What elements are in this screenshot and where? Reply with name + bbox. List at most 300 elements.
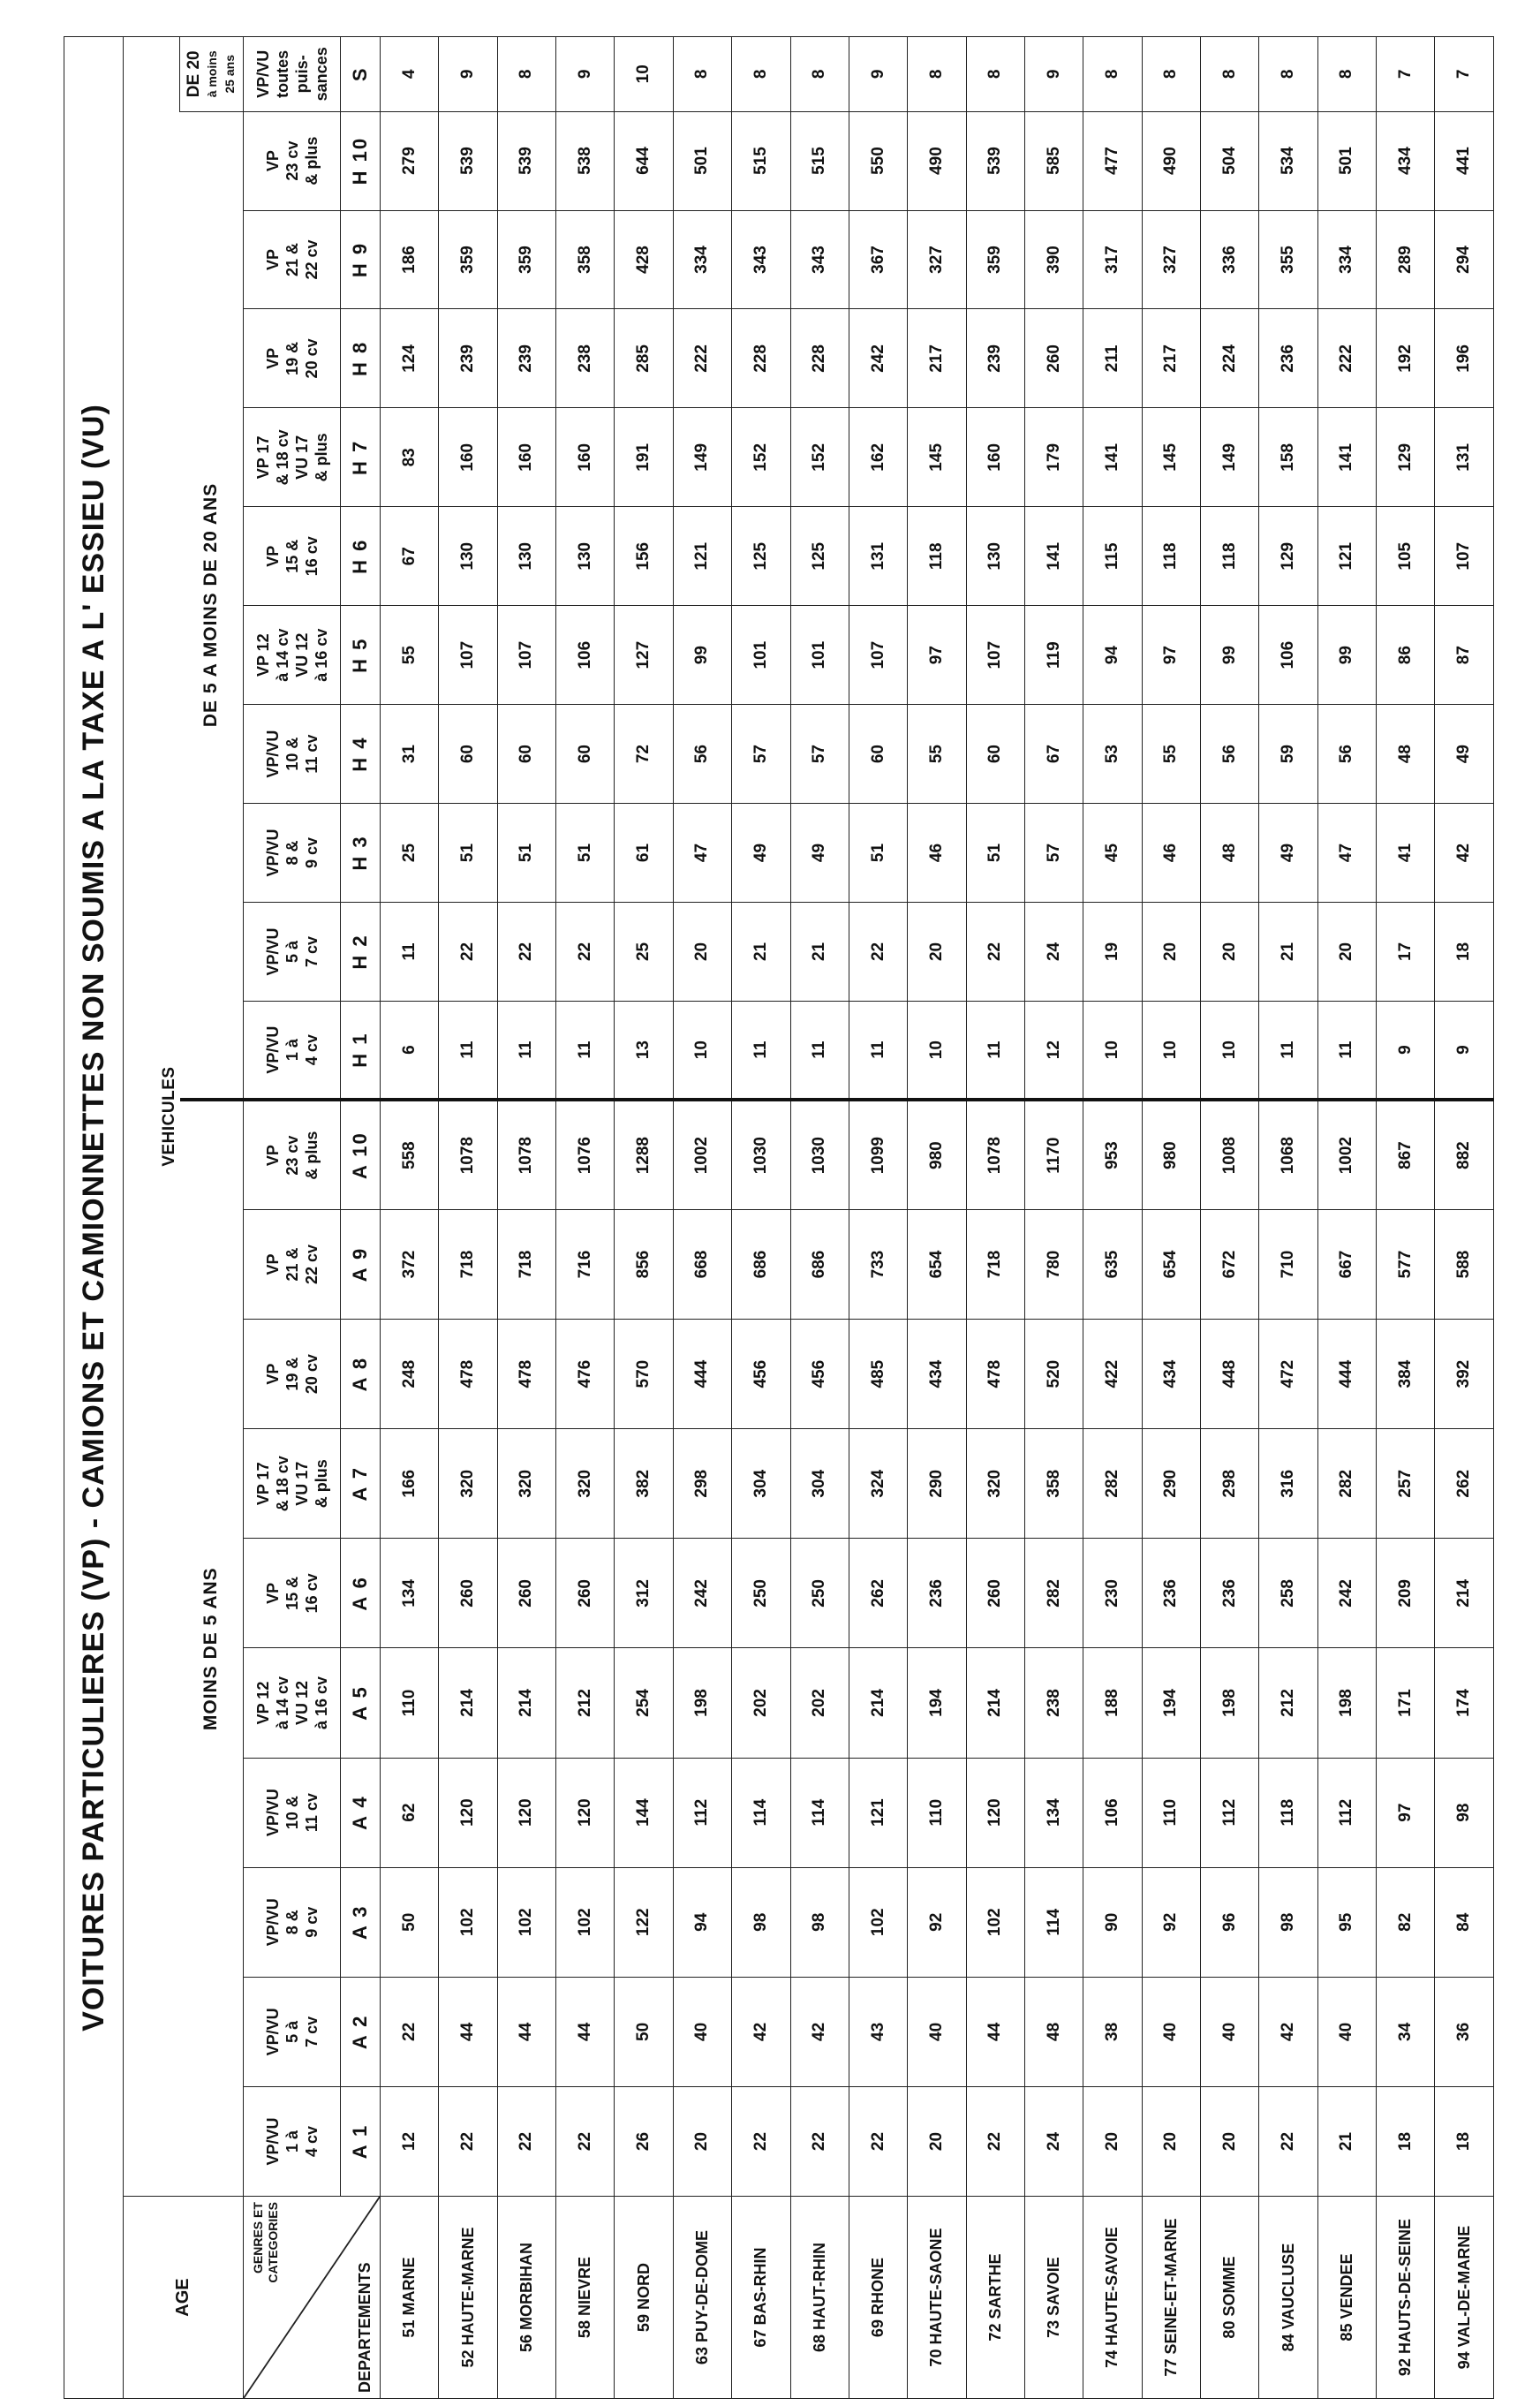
value-h1: 11 [790,1001,849,1100]
table-row [381,37,439,2399]
value-h4: 67 [1024,705,1083,804]
value-a1: 22 [1259,2086,1317,2196]
value-a10: 1099 [849,1100,907,1209]
value-h4: 56 [1317,705,1376,804]
value-a3: 102 [439,1867,497,1977]
value-a7: 290 [908,1429,966,1539]
value-a8: 478 [497,1320,555,1429]
category-line: & 18 cv [273,429,291,486]
value-h3: 51 [556,804,615,903]
department-name: 73 SAVOIE [1024,2197,1083,2399]
category-line: VP/VU [263,730,282,778]
value-a6: 250 [790,1539,849,1648]
category-line: sances [312,47,330,102]
value-h5: 107 [849,606,907,705]
code-a3: A 3 [341,1867,381,1977]
value-h4: 59 [1259,705,1317,804]
value-h10: 490 [1142,111,1200,210]
value-a8: 422 [1083,1320,1142,1429]
value-h7: 152 [732,408,790,507]
value-a6: 260 [556,1539,615,1648]
value-a6: 312 [615,1539,673,1648]
value-s: 8 [1142,37,1200,112]
value-a5: 214 [966,1648,1024,1758]
value-a8: 456 [732,1320,790,1429]
value-h8: 285 [615,309,673,408]
value-a2: 44 [497,1977,555,2086]
category-line: 11 cv [302,1793,321,1833]
value-h6: 118 [1142,507,1200,606]
value-h1: 11 [966,1001,1024,1100]
value-a1: 20 [1083,2086,1142,2196]
value-a5: 198 [1201,1648,1259,1758]
value-a5: 110 [381,1648,439,1758]
category-line: 1 à [283,2130,301,2153]
department-name: 52 HAUTE-MARNE [439,2197,497,2399]
value-a5: 238 [1024,1648,1083,1758]
value-a1: 20 [1201,2086,1259,2196]
value-h5: 86 [1377,606,1435,705]
value-a6: 209 [1377,1539,1435,1648]
value-a4: 118 [1259,1758,1317,1867]
code-h4: H 4 [341,705,381,804]
value-h5: 99 [673,606,731,705]
value-h1: 11 [732,1001,790,1100]
value-h10: 501 [673,111,731,210]
category-line: 15 & [283,1576,301,1610]
value-h7: 129 [1377,408,1435,507]
value-h2: 17 [1377,902,1435,1001]
value-h8: 192 [1377,309,1435,408]
category-h9 [244,210,341,309]
value-h3: 61 [615,804,673,903]
department-name: 84 VAUCLUSE [1259,2197,1317,2399]
value-a3: 95 [1317,1867,1376,1977]
value-a5: 198 [1317,1648,1376,1758]
value-a3: 90 [1083,1867,1142,1977]
category-line: VP [263,347,282,369]
value-a9: 667 [1317,1209,1376,1319]
value-h10: 539 [497,111,555,210]
value-a6: 214 [1435,1539,1494,1648]
value-a7: 257 [1377,1429,1435,1539]
value-a10: 980 [908,1100,966,1209]
value-a8: 478 [439,1320,497,1429]
value-a6: 260 [497,1539,555,1648]
value-s: 9 [439,37,497,112]
value-h2: 21 [732,902,790,1001]
value-h1: 11 [439,1001,497,1100]
value-h8: 211 [1083,309,1142,408]
value-a6: 236 [908,1539,966,1648]
value-h3: 51 [849,804,907,903]
value-h1: 10 [673,1001,731,1100]
value-h4: 57 [732,705,790,804]
value-a1: 20 [908,2086,966,2196]
departements-label: DEPARTEMENTS [356,2262,374,2393]
value-h10: 501 [1317,111,1376,210]
category-line: VU 12 [292,632,311,677]
value-a6: 258 [1259,1539,1317,1648]
value-a9: 718 [439,1209,497,1319]
value-h8: 238 [556,309,615,408]
value-a5: 214 [497,1648,555,1758]
value-h9: 294 [1435,210,1494,309]
category-line: & plus [312,1459,330,1509]
value-h3: 42 [1435,804,1494,903]
table-row [790,37,849,2399]
value-s: 4 [381,37,439,112]
value-a10: 1170 [1024,1100,1083,1209]
value-h6: 121 [673,507,731,606]
code-a6: A 6 [341,1539,381,1648]
value-a4: 121 [849,1758,907,1867]
value-h10: 644 [615,111,673,210]
value-h9: 367 [849,210,907,309]
table-row [1201,37,1259,2399]
value-a9: 686 [790,1209,849,1319]
value-s: 7 [1435,37,1494,112]
value-a5: 202 [790,1648,849,1758]
value-a8: 434 [1142,1320,1200,1429]
value-a6: 236 [1201,1539,1259,1648]
value-a8: 384 [1377,1320,1435,1429]
value-a8: 476 [556,1320,615,1429]
value-h10: 550 [849,111,907,210]
value-a4: 114 [732,1758,790,1867]
value-h2: 21 [790,902,849,1001]
value-h9: 334 [673,210,731,309]
value-a4: 114 [790,1758,849,1867]
value-h8: 239 [497,309,555,408]
value-a8: 392 [1435,1320,1494,1429]
table-row [556,37,615,2399]
value-h10: 504 [1201,111,1259,210]
value-a9: 672 [1201,1209,1259,1319]
value-h1: 11 [1259,1001,1317,1100]
value-h3: 46 [908,804,966,903]
category-line: VP [263,1145,282,1167]
code-a10: A 10 [341,1100,381,1209]
category-line: VP/VU [263,1025,282,1074]
value-h10: 539 [966,111,1024,210]
value-a8: 478 [966,1320,1024,1429]
corner-diagonal-cell [244,2197,381,2399]
value-h6: 131 [849,507,907,606]
value-h9: 186 [381,210,439,309]
group-5-a-20-ans: DE 5 A MOINS DE 20 ANS [180,111,244,1100]
category-line: 20 cv [302,338,321,379]
value-h4: 60 [497,705,555,804]
value-h6: 105 [1377,507,1435,606]
code-h8: H 8 [341,309,381,408]
value-a10: 980 [1142,1100,1200,1209]
code-a5: A 5 [341,1648,381,1758]
tax-table [64,36,1494,2399]
value-a5: 188 [1083,1648,1142,1758]
value-h7: 160 [966,408,1024,507]
value-a10: 1002 [1317,1100,1376,1209]
value-a10: 1068 [1259,1100,1317,1209]
category-a1 [244,2086,341,2196]
value-h8: 224 [1201,309,1259,408]
value-a1: 12 [381,2086,439,2196]
table-row [908,37,966,2399]
value-h10: 539 [439,111,497,210]
code-h2: H 2 [341,902,381,1001]
category-line: VP/VU [253,49,272,98]
value-a10: 1078 [966,1100,1024,1209]
value-a5: 174 [1435,1648,1494,1758]
value-h10: 477 [1083,111,1142,210]
value-a9: 654 [908,1209,966,1319]
value-a3: 98 [1259,1867,1317,1977]
value-a1: 22 [966,2086,1024,2196]
value-h3: 49 [790,804,849,903]
value-h2: 24 [1024,902,1083,1001]
value-h3: 48 [1201,804,1259,903]
value-h6: 125 [732,507,790,606]
value-h9: 359 [497,210,555,309]
value-h2: 22 [849,902,907,1001]
value-s: 8 [908,37,966,112]
value-h3: 51 [966,804,1024,903]
value-h8: 222 [1317,309,1376,408]
category-h5 [244,606,341,705]
value-h3: 51 [497,804,555,903]
value-h9: 355 [1259,210,1317,309]
department-name: 74 HAUTE-SAVOIE [1083,2197,1142,2399]
value-a7: 262 [1435,1429,1494,1539]
value-h9: 336 [1201,210,1259,309]
value-h9: 327 [1142,210,1200,309]
category-h10 [244,111,341,210]
category-line: 22 cv [302,239,321,280]
rotated-tax-table [64,36,1494,2399]
value-h1: 9 [1435,1001,1494,1100]
value-a2: 40 [1317,1977,1376,2086]
code-a9: A 9 [341,1209,381,1319]
value-a7: 298 [1201,1429,1259,1539]
department-name: 51 MARNE [381,2197,439,2399]
value-a2: 40 [1142,1977,1200,2086]
value-h3: 45 [1083,804,1142,903]
category-line: VP [263,150,282,172]
value-h7: 141 [1317,408,1376,507]
code-s: S [341,37,381,112]
value-a8: 434 [908,1320,966,1429]
category-line: & 18 cv [273,1456,291,1512]
category-line: 21 & [283,242,301,277]
value-h1: 6 [381,1001,439,1100]
value-h8: 222 [673,309,731,408]
department-name: 58 NIEVRE [556,2197,615,2399]
value-s: 8 [1259,37,1317,112]
value-h2: 22 [497,902,555,1001]
value-a5: 198 [673,1648,731,1758]
value-h8: 124 [381,309,439,408]
value-a3: 102 [849,1867,907,1977]
value-h7: 149 [673,408,731,507]
table-title: VOITURES PARTICULIERES (VP) - CAMIONS ET CAMIONNETTES NON SOUMIS A LA TAXE A L' ESSIEU (VU) [64,37,124,2399]
value-h3: 41 [1377,804,1435,903]
value-a5: 194 [908,1648,966,1758]
age-label: AGE [124,2197,244,2399]
category-line: VU 17 [292,435,311,480]
value-s: 8 [790,37,849,112]
value-a2: 50 [615,1977,673,2086]
value-a9: 718 [966,1209,1024,1319]
category-a6 [244,1539,341,1648]
category-a10 [244,1100,341,1209]
value-a7: 282 [1083,1429,1142,1539]
code-a7: A 7 [341,1429,381,1539]
category-line: VU 17 [292,1461,311,1506]
category-line: 23 cv [283,1135,301,1176]
value-a5: 254 [615,1648,673,1758]
value-h8: 239 [966,309,1024,408]
value-a1: 22 [790,2086,849,2196]
group-20-line: 25 ans [222,55,237,94]
value-h6: 121 [1317,507,1376,606]
value-a7: 358 [1024,1429,1083,1539]
value-s: 9 [1024,37,1083,112]
value-a5: 171 [1377,1648,1435,1758]
category-line: VP [263,1363,282,1385]
value-s: 7 [1377,37,1435,112]
value-h2: 22 [966,902,1024,1001]
value-h10: 585 [1024,111,1083,210]
value-a4: 112 [1201,1758,1259,1867]
table-row [439,37,497,2399]
value-h10: 279 [381,111,439,210]
value-a4: 134 [1024,1758,1083,1867]
category-line: à 16 cv [312,1676,330,1730]
value-a8: 444 [1317,1320,1376,1429]
category-line: 9 cv [302,1906,321,1938]
value-a10: 1008 [1201,1100,1259,1209]
value-h7: 162 [849,408,907,507]
value-a4: 62 [381,1758,439,1867]
value-h8: 228 [732,309,790,408]
value-h6: 141 [1024,507,1083,606]
value-h4: 56 [673,705,731,804]
value-h2: 21 [1259,902,1317,1001]
code-h9: H 9 [341,210,381,309]
value-h4: 55 [1142,705,1200,804]
code-a2: A 2 [341,1977,381,2086]
value-a2: 44 [966,1977,1024,2086]
department-name: 63 PUY-DE-DOME [673,2197,731,2399]
value-h4: 56 [1201,705,1259,804]
value-h7: 160 [439,408,497,507]
value-h5: 99 [1317,606,1376,705]
value-h7: 145 [1142,408,1200,507]
value-h10: 434 [1377,111,1435,210]
value-s: 9 [849,37,907,112]
value-a3: 98 [732,1867,790,1977]
value-h8: 228 [790,309,849,408]
category-a7 [244,1429,341,1539]
value-h3: 57 [1024,804,1083,903]
value-a5: 202 [732,1648,790,1758]
category-line: à 16 cv [312,628,330,682]
value-s: 8 [497,37,555,112]
value-a1: 18 [1377,2086,1435,2196]
value-h1: 11 [556,1001,615,1100]
value-a4: 110 [908,1758,966,1867]
category-line: toutes [273,49,291,98]
value-a10: 1030 [790,1100,849,1209]
value-h3: 25 [381,804,439,903]
value-a4: 120 [497,1758,555,1867]
value-h3: 46 [1142,804,1200,903]
category-line: VP 17 [253,435,272,480]
value-a8: 456 [790,1320,849,1429]
genres-label: GENRES ET [251,2202,265,2274]
value-a7: 282 [1317,1429,1376,1539]
value-a9: 372 [381,1209,439,1319]
category-line: & plus [302,136,321,185]
value-h1: 11 [1317,1001,1376,1100]
table-row [1259,37,1317,2399]
department-name: 59 NORD [615,2197,673,2399]
value-s: 8 [1083,37,1142,112]
code-h5: H 5 [341,606,381,705]
value-h3: 47 [1317,804,1376,903]
group-20-a-25-ans [180,37,244,112]
value-a3: 102 [497,1867,555,1977]
category-line: 7 cv [302,2016,321,2047]
value-h2: 11 [381,902,439,1001]
value-a2: 44 [439,1977,497,2086]
value-a4: 144 [615,1758,673,1867]
value-h5: 107 [966,606,1024,705]
category-line: & plus [312,433,330,482]
value-h4: 53 [1083,705,1142,804]
value-a5: 214 [849,1648,907,1758]
code-a4: A 4 [341,1758,381,1867]
value-a7: 166 [381,1429,439,1539]
value-h2: 18 [1435,902,1494,1001]
category-line: 19 & [283,1357,301,1391]
value-a3: 82 [1377,1867,1435,1977]
category-a9 [244,1209,341,1319]
value-h1: 10 [1083,1001,1142,1100]
value-a3: 96 [1201,1867,1259,1977]
category-a8 [244,1320,341,1429]
category-a2 [244,1977,341,2086]
value-s: 9 [556,37,615,112]
value-a2: 40 [673,1977,731,2086]
department-name: 77 SEINE-ET-MARNE [1142,2197,1200,2399]
value-a2: 48 [1024,1977,1083,2086]
category-a5 [244,1648,341,1758]
department-name: 85 VENDEE [1317,2197,1376,2399]
category-line: à 14 cv [273,628,291,682]
value-h4: 60 [849,705,907,804]
value-a5: 212 [1259,1648,1317,1758]
value-h7: 158 [1259,408,1317,507]
category-line: 23 cv [283,140,301,181]
value-s: 8 [673,37,731,112]
value-a5: 214 [439,1648,497,1758]
value-a4: 120 [556,1758,615,1867]
category-h7 [244,408,341,507]
department-name: 94 VAL-DE-MARNE [1435,2197,1494,2399]
value-a5: 194 [1142,1648,1200,1758]
value-h4: 60 [556,705,615,804]
